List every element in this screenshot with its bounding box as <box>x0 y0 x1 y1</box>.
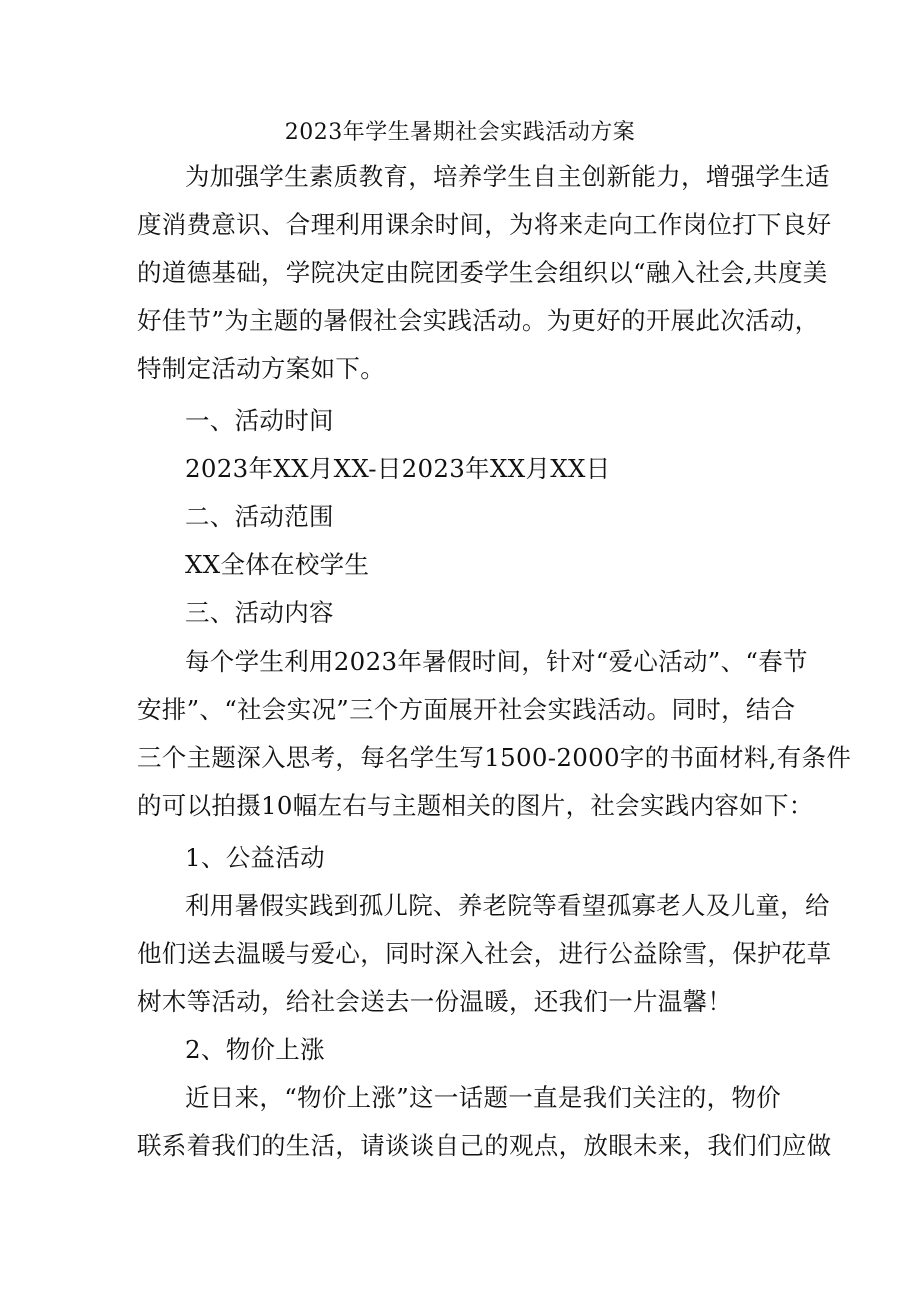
activity-time-text: 2023年XX月XX-日2023年XX月XX日 <box>185 454 611 483</box>
price-paragraph-line-1: 近日来，“物价上涨”这一话题一直是我们关注的，物价 <box>185 1083 782 1112</box>
intro-paragraph-line-2: 度消费意识、合理利用课余时间，为将来走向工作岗位打下良好 <box>137 210 832 239</box>
welfare-paragraph-line-1: 利用暑假实践到孤儿院、养老院等看望孤寡老人及儿童，给 <box>185 891 830 920</box>
content-paragraph-line-4: 的可以拍摄10幅左右与主题相关的图片，社会实践内容如下： <box>137 791 814 820</box>
content-paragraph-line-1: 每个学生利用2023年暑假时间，针对“爱心活动”、“春节 <box>185 647 808 676</box>
content-paragraph-line-3: 三个主题深入思考，每名学生写1500-2000字的书面材料,有条件 <box>137 743 852 772</box>
subheading-price-rise: 2、物价上涨 <box>185 1035 325 1064</box>
intro-paragraph-line-3: 的道德基础，学院决定由院团委学生会组织以“融入社会,共度美 <box>137 258 828 287</box>
intro-paragraph-line-1: 为加强学生素质教育，培养学生自主创新能力，增强学生适 <box>185 162 830 191</box>
activity-scope-text: XX全体在校学生 <box>185 550 370 579</box>
section-heading-content: 三、活动内容 <box>185 598 334 627</box>
price-paragraph-line-2: 联系着我们的生活，请谈谈自己的观点，放眼未来，我们们应做 <box>137 1131 832 1160</box>
section-heading-time: 一、活动时间 <box>185 406 334 435</box>
subheading-public-welfare: 1、公益活动 <box>185 843 325 872</box>
document-title: 2023年学生暑期社会实践活动方案 <box>284 120 636 145</box>
intro-paragraph-line-4: 好佳节”为主题的暑假社会实践活动。为更好的开展此次活动， <box>137 306 820 335</box>
section-heading-scope: 二、活动范围 <box>185 502 334 531</box>
welfare-paragraph-line-3: 树木等活动，给社会送去一份温暖，还我们一片温馨！ <box>137 987 733 1016</box>
intro-paragraph-line-5: 特制定活动方案如下。 <box>137 354 385 383</box>
welfare-paragraph-line-2: 他们送去温暖与爱心，同时深入社会，进行公益除雪，保护花草 <box>137 939 832 968</box>
content-paragraph-line-2: 安排”、“社会实况”三个方面展开社会实践活动。同时，结合 <box>137 695 796 724</box>
